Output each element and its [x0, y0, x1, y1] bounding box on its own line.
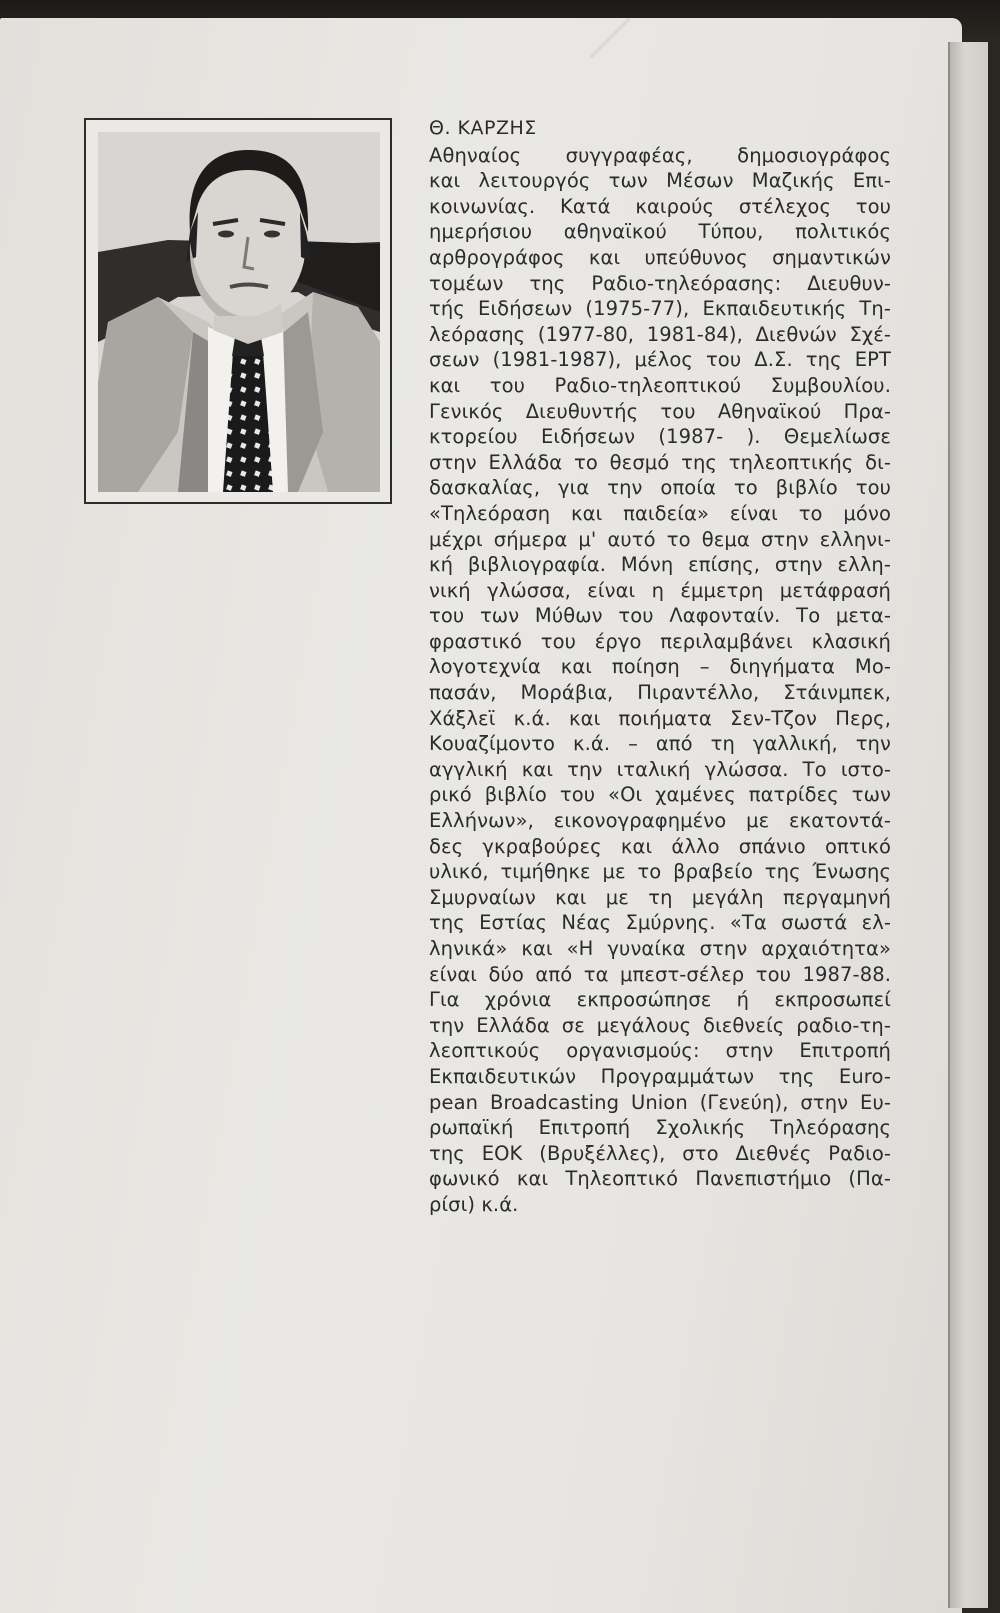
- bio-line: αρθρογράφος και υπεύθυνος σημαντικών: [429, 245, 891, 269]
- bio-line: κή βιβλιογραφία. Μόνη επίσης, στην ελλη-: [429, 553, 891, 577]
- author-photo-frame: [84, 118, 392, 504]
- bio-line: Γενικός Διευθυντής του Αθηναϊκού Πρα-: [429, 399, 891, 423]
- bio-line: ληνικά» και «Η γυναίκα στην αρχαιότητα»: [429, 937, 891, 960]
- author-photo: [98, 132, 380, 492]
- bio-line: αγγλική και την ιταλική γλώσσα. Το ιστο-: [429, 757, 891, 781]
- bio-line: τής Ειδήσεων (1975-77), Εκπαιδευτικής Τη-: [429, 297, 891, 321]
- bio-line: κοινωνίας. Κατά καιρούς στέλεχος του: [429, 194, 891, 218]
- bio-line: του των Μύθων του Λαφονταίν. Το μετα-: [429, 604, 891, 628]
- bio-line: και λειτουργός των Μέσων Μαζικής Επι-: [429, 169, 891, 193]
- bio-text: [429, 143, 891, 1218]
- bio-line: φωνικό και Τηλεοπτικό Πανεπιστήμιο (Πα-: [429, 1167, 891, 1191]
- bio-line: Σμυρναίων και με τη μεγάλη περγαμηνή: [429, 885, 891, 909]
- bio-line: φραστικό του έργο περιλαμβάνει κλασική: [429, 629, 891, 653]
- book-edge: [948, 42, 988, 1608]
- bio-line: υλικό, τιμήθηκε με το βραβείο της Ένωσης: [429, 860, 891, 884]
- bio-line: είναι δύο από τα μπεστ-σέλερ του 1987-88.: [429, 962, 891, 986]
- bio-line: λεοπτικούς οργανισμούς: στην Επιτροπή: [429, 1039, 891, 1063]
- bio-line: της ΕΟΚ (Βρυξέλλες), στο Διεθνές Ραδιο-: [429, 1141, 891, 1165]
- author-bio: [429, 116, 891, 1218]
- bio-line: ρίσι) κ.ά.: [429, 1192, 519, 1216]
- bio-line: δασκαλίας, για την οποία το βιβλίο του: [429, 476, 891, 500]
- bio-line: «Τηλεόραση και παιδεία» είναι το μόνο: [429, 501, 891, 525]
- bio-line: Για χρόνια εκπροσώπησε ή εκπροσωπεί: [429, 988, 891, 1012]
- bio-line: την Ελλάδα σε μεγάλους διεθνείς ραδιο-τη-: [429, 1013, 891, 1037]
- bio-line: Χάξλεϊ κ.ά. και ποιήματα Σεν-Τζον Περς,: [429, 706, 891, 730]
- bio-line: Κουαζίμοντο κ.ά. – από τη γαλλική, την: [429, 732, 891, 756]
- bio-line: pean Broadcasting Union (Γενεύη), στην Ευ-: [429, 1090, 891, 1114]
- author-name: Θ. ΚΑΡΖΗΣ: [429, 117, 537, 139]
- bio-line: Εκπαιδευτικών Προγραμμάτων της Euro-: [429, 1064, 891, 1088]
- bio-line: νική γλώσσα, είναι η έμμετρη μετάφρασή: [429, 578, 891, 602]
- bio-line: πασάν, Μοράβια, Πιραντέλλο, Στάινμπεκ,: [429, 681, 891, 705]
- page-crease: [590, 18, 630, 58]
- bio-line: τομέων της Ραδιο-τηλεόρασης: Διευθυν-: [429, 271, 891, 295]
- bio-line: μέχρι σήμερα μ' αυτό το θεμα στην ελληνι-: [429, 527, 891, 551]
- bio-line: λογοτεχνία και ποίηση – διηγήματα Μο-: [429, 655, 891, 679]
- bio-line: Ελλήνων», εικονογραφημένο με εκατοντά-: [429, 809, 891, 833]
- bio-line: της Εστίας Νέας Σμύρνης. «Τα σωστά ελ-: [429, 911, 891, 935]
- bio-line: ημερήσιου αθηναϊκού Τύπου, πολιτικός: [429, 220, 891, 244]
- bio-line: σεων (1981-1987), μέλος του Δ.Σ. της ΕΡΤ: [429, 348, 891, 372]
- bio-line: δες γκραβούρες και άλλο σπάνιο οπτικό: [429, 834, 891, 858]
- bio-line: Αθηναίος συγγραφέας, δημοσιογράφος: [429, 143, 891, 167]
- bio-line: κτορείου Ειδήσεων (1987- ). Θεμελίωσε: [429, 425, 891, 449]
- bio-line: και του Ραδιο-τηλεοπτικού Συμβουλίου.: [429, 373, 891, 397]
- bio-line: στην Ελλάδα το θεσμό της τηλεοπτικής δι-: [429, 450, 891, 474]
- bio-line: ρωπαϊκή Επιτροπή Σχολικής Τηλεόρασης: [429, 1116, 891, 1140]
- author-portrait-image: [98, 132, 380, 492]
- bio-line: λεόρασης (1977-80, 1981-84), Διεθνών Σχέ-: [429, 322, 891, 346]
- bio-line: ρικό βιβλίο του «Οι χαμένες πατρίδες των: [429, 783, 891, 807]
